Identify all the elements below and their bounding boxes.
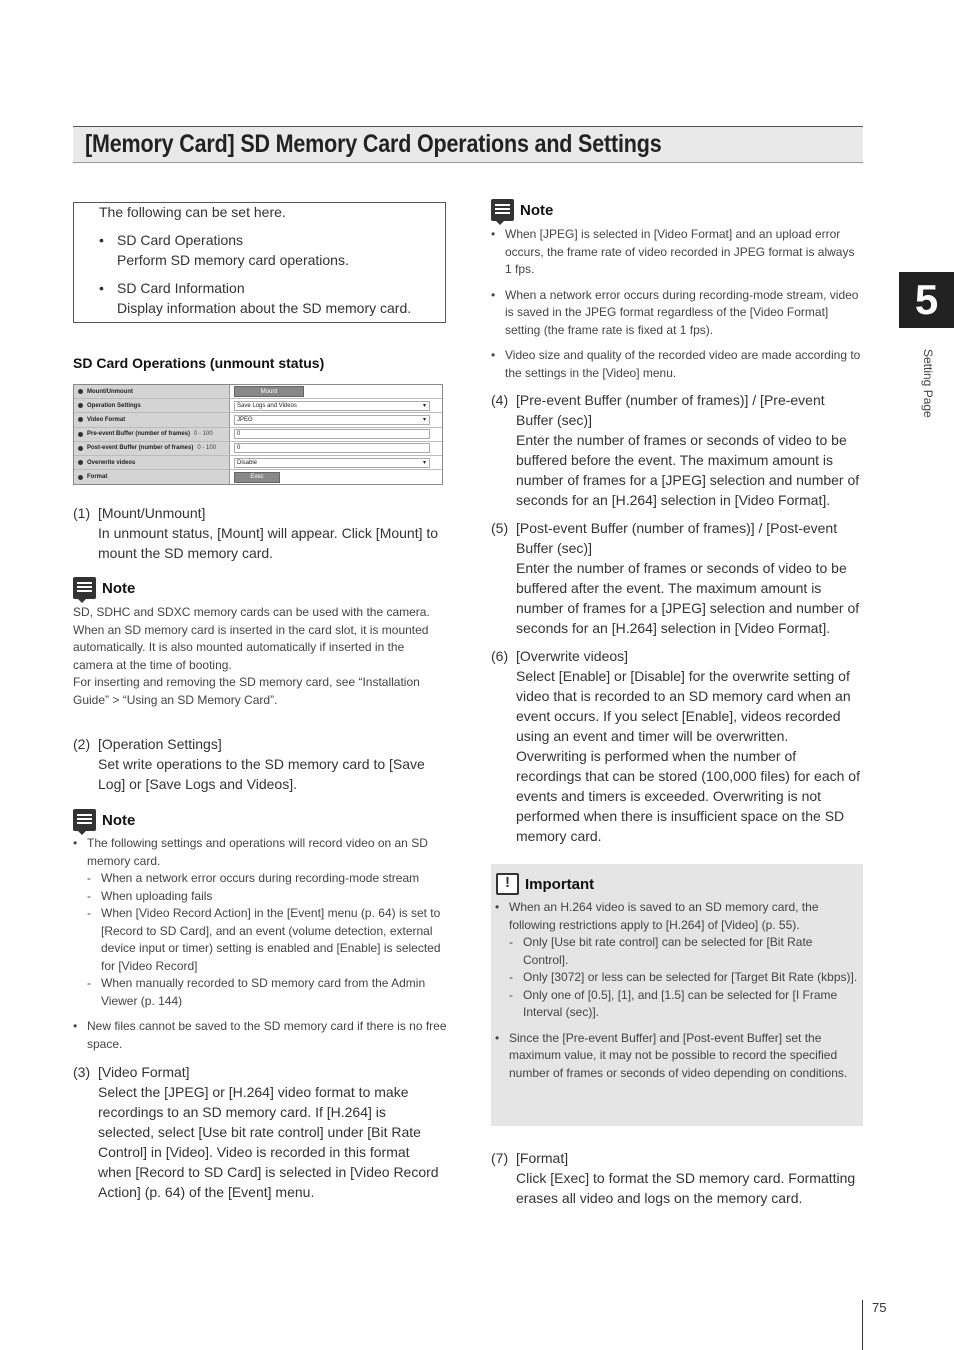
item-title: [Video Format] <box>98 1064 190 1080</box>
bullet-icon <box>78 432 83 437</box>
section-heading: SD Card Operations (unmount status) <box>73 355 325 371</box>
item-number: (5) <box>491 520 509 536</box>
operation-settings-select[interactable] <box>234 401 430 411</box>
item-number: (1) <box>73 505 91 521</box>
item-title: [Format] <box>516 1150 569 1166</box>
settings-row-format <box>74 470 442 484</box>
note-bullet: • Video size and quality of the recorded video are made according to the settings in the [Video] menu. <box>491 347 863 382</box>
intro-item <box>99 278 445 318</box>
item-format <box>491 1148 863 1208</box>
item-title: [Mount/Unmount] <box>98 505 206 521</box>
bullet-icon <box>78 446 83 451</box>
chapter-tab: 5 <box>899 272 954 328</box>
intro-item-title: • SD Card Operations <box>117 232 244 248</box>
note-heading <box>73 809 135 831</box>
video-format-select[interactable] <box>234 415 430 425</box>
post-buffer-input[interactable]: 0 <box>234 443 430 453</box>
settings-label: Mount/Unmount <box>87 388 133 395</box>
dropdown-arrow-icon: ▾ <box>422 403 426 410</box>
important-label: Important <box>525 875 595 893</box>
item-body: Enter the number of frames or seconds of video to be buffered after the event. The maximum amount is number of frames for a [JPEG] selection and number of seconds for an [H.264] selection in [Video Format]. <box>516 560 860 636</box>
settings-row-operation <box>74 399 442 413</box>
item-mount <box>73 503 445 563</box>
item-title: [Operation Settings] <box>98 736 222 752</box>
page-title-bar <box>73 126 863 163</box>
note-body <box>73 835 448 1053</box>
item-number: (2) <box>73 736 91 752</box>
item-body: Click [Exec] to format the SD memory card. Formatting erases all video and logs on the memory card. <box>516 1170 856 1206</box>
item-post-event-buffer <box>491 518 863 638</box>
note-bullet: • When a network error occurs during recording-mode stream, video is saved in the JPEG format regardless of the [Video Format] setting (the frame rate is fixed at 1 fps). <box>491 287 863 340</box>
dropdown-arrow-icon: ▾ <box>422 460 426 467</box>
page-title: [Memory Card] SD Memory Card Operations and Settings <box>85 130 662 158</box>
note-sub-item: - When a network error occurs during recording-mode stream <box>87 870 448 888</box>
dropdown-arrow-icon: ▾ <box>422 417 426 424</box>
exec-button[interactable]: Exec <box>234 472 280 483</box>
intro-item-title: • SD Card Information <box>117 280 245 296</box>
item-operation-settings <box>73 734 445 794</box>
item-number: (4) <box>491 392 509 408</box>
item-title: [Pre-event Buffer (number of frames)] / [Pre-event Buffer (sec)] <box>516 392 825 428</box>
select-value: JPEG <box>237 416 253 423</box>
settings-row-video-format <box>74 413 442 427</box>
important-bullet <box>495 899 859 1022</box>
chapter-side-label: Setting Page <box>921 349 935 418</box>
note-body <box>491 226 863 382</box>
settings-label: Video Format <box>87 416 126 423</box>
item-overwrite-videos <box>491 646 863 846</box>
bullet-icon <box>78 403 83 408</box>
note-heading <box>491 199 553 221</box>
settings-row-mount <box>74 385 442 399</box>
item-pre-event-buffer <box>491 390 863 510</box>
settings-row-post-buffer <box>74 442 442 456</box>
important-bullet-text: When an H.264 video is saved to an SD memory card, the following restrictions apply to [H.264] of [Video] (p. 55). <box>509 900 819 932</box>
settings-range: 0 - 100 <box>197 445 217 452</box>
mount-button[interactable]: Mount <box>234 386 304 397</box>
note-heading <box>73 577 135 599</box>
note-bullet: • New files cannot be saved to the SD memory card if there is no free space. <box>73 1018 448 1053</box>
page-number: 75 <box>872 1300 887 1315</box>
bullet-icon <box>78 389 83 394</box>
note-paragraph: SD, SDHC and SDXC memory cards can be used with the camera. <box>73 605 430 619</box>
item-title: [Post-event Buffer (number of frames)] / [Post-event Buffer (sec)] <box>516 520 838 556</box>
important-box <box>491 864 863 1126</box>
settings-row-overwrite <box>74 456 442 470</box>
item-body: Set write operations to the SD memory card to [Save Log] or [Save Logs and Videos]. <box>98 756 425 792</box>
note-sub-item: - When [Video Record Action] in the [Event] menu (p. 64) is set to [Record to SD Card], and an event (volume detection, external device input or timer) setting is enabled and [Enable] is selected for [Video Record] <box>87 905 448 975</box>
important-sub-item: - Only one of [0.5], [1], and [1.5] can be selected for [I Frame Interval (sec)]. <box>509 987 859 1022</box>
item-number: (3) <box>73 1064 91 1080</box>
bullet-icon <box>78 417 83 422</box>
important-heading <box>496 873 594 895</box>
note-paragraph: For inserting and removing the SD memory card, see “Installation Guide” > “Using an SD Memory Card”. <box>73 675 420 707</box>
item-number: (6) <box>491 648 509 664</box>
note-icon <box>73 809 96 831</box>
settings-range: 0 - 100 <box>194 431 213 438</box>
note-label: Note <box>102 811 136 829</box>
intro-item-desc: Display information about the SD memory card. <box>117 300 412 316</box>
pre-buffer-input[interactable]: 0 <box>234 429 430 439</box>
note-sub-item: - When manually recorded to SD memory card from the Admin Viewer (p. 144) <box>87 975 448 1010</box>
bullet-icon <box>78 460 83 465</box>
important-bullet: • Since the [Pre-event Buffer] and [Post-event Buffer] set the maximum value, it may not be possible to record the specified number of frames or seconds of video depending on conditions. <box>495 1030 859 1083</box>
item-body: In unmount status, [Mount] will appear. Click [Mount] to mount the SD memory card. <box>98 525 439 561</box>
settings-label: Format <box>87 474 108 481</box>
note-bullet-text: The following settings and operations will record video on an SD memory card. <box>87 836 428 868</box>
important-sub-item: - Only [Use bit rate control] can be selected for [Bit Rate Control]. <box>509 934 859 969</box>
important-sub-item: - Only [3072] or less can be selected for [Target Bit Rate (kbps)]. <box>509 969 859 987</box>
note-icon <box>73 577 96 599</box>
note-paragraph: When an SD memory card is inserted in the card slot, it is mounted automatically. It is also mounted automatically if inserted in the camera at the time of booting. <box>73 622 429 672</box>
item-body: Select the [JPEG] or [H.264] video format to make recordings to an SD memory card. If [H.264] is selected, select [Use bit rate control] under [Bit Rate Control] in [Video]. Video is recorded in this format when [Record to SD Card] is selected in [Video Record Action] (p. 64) of the [Event] menu. <box>98 1084 439 1200</box>
intro-lead: The following can be set here. <box>99 204 286 220</box>
intro-item-desc: Perform SD memory card operations. <box>117 252 349 268</box>
overwrite-select[interactable] <box>234 458 430 468</box>
important-body <box>495 899 859 1082</box>
settings-label: Overwrite videos <box>87 459 136 466</box>
item-body: Enter the number of frames or seconds of video to be buffered before the event. The maximum amount is number of frames for a [JPEG] selection and number of seconds for an [H.264] selection in [Video Format]. <box>516 432 860 508</box>
note-sub-item: - When uploading fails <box>87 888 448 906</box>
footer-rule <box>862 1300 863 1350</box>
item-number: (7) <box>491 1150 509 1166</box>
item-title: [Overwrite videos] <box>516 648 629 664</box>
note-icon <box>491 199 514 221</box>
settings-table <box>73 384 443 485</box>
note-bullet: • When [JPEG] is selected in [Video Format] and an upload error occurs, the frame rate of video recorded in JPEG format is always 1 fps. <box>491 226 863 279</box>
settings-label: Post-event Buffer (number of frames) <box>87 445 194 452</box>
note-body <box>73 604 447 709</box>
settings-label: Operation Settings <box>87 402 141 409</box>
note-bullet <box>73 835 448 1010</box>
note-label: Note <box>102 579 136 597</box>
select-value: Save Logs and Videos <box>237 402 297 409</box>
item-video-format <box>73 1062 445 1202</box>
settings-row-pre-buffer <box>74 428 442 442</box>
intro-list <box>99 230 445 318</box>
select-value: Disable <box>237 459 258 466</box>
item-body: Select [Enable] or [Disable] for the overwrite setting of video that is recorded to an SD memory card when an event occurs. If you select [Enable], videos recorded using an event and timer will be overwritten. Overwriting is performed when the number of recordings that can be stored (100,000 files) for each of events and timers is exceeded. Overwriting is not performed when there is insufficient space on the SD memory card. <box>516 668 860 844</box>
settings-label: Pre-event Buffer (number of frames) <box>87 431 191 438</box>
intro-box <box>73 202 446 323</box>
intro-item <box>99 230 445 270</box>
important-icon <box>496 873 519 895</box>
note-label: Note <box>520 201 554 219</box>
bullet-icon <box>78 475 83 480</box>
